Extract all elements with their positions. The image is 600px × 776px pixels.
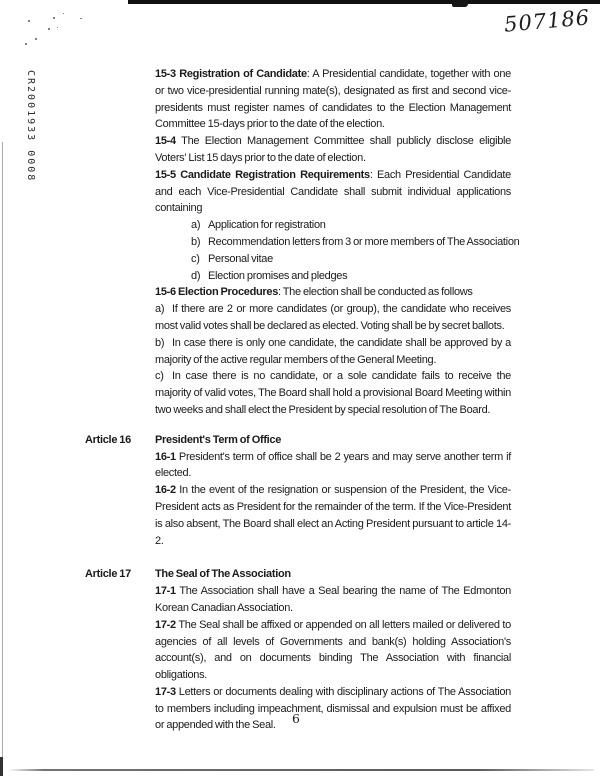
list-text: In case there is only one candidate, the candidate shall be approved by a majority of the active regular members of the General Meeting. — [155, 336, 511, 366]
requirement-item-d — [191, 268, 511, 285]
clause-number: 15-3 Registration of Candidate — [155, 68, 307, 80]
clause-text: The Seal shall be affixed or appended on all letters mailed or delivered to agencies of all levels of Governments and bank(s) holding Association's account(s), and on documents binding The Association with financial obligations. — [155, 618, 511, 682]
list-text: If there are 2 or more candidates (or group), the candidate who receives most valid votes shall be declared as elected. Voting shall be by secret ballots. — [155, 303, 511, 332]
article-17 — [85, 566, 511, 734]
scan-bottom-edge-line — [8, 769, 594, 771]
clause-number: 17-2 — [155, 618, 176, 631]
list-marker: d) — [191, 269, 201, 282]
clause-number: 17-3 — [155, 685, 176, 698]
clause-number: 15-6 Election Procedures — [155, 286, 279, 299]
list-text: Recommendation letters from 3 or more members of The Association — [208, 235, 520, 248]
article-16-heading — [85, 432, 511, 449]
clause-17-1 — [155, 583, 511, 617]
filing-code-vertical: CR2001933 0008 — [25, 70, 36, 183]
list-text: Personal vitae — [208, 252, 273, 265]
article-17-heading — [85, 566, 511, 583]
procedure-item-c — [155, 368, 511, 418]
article-label: Article 17 — [85, 568, 131, 581]
procedure-item-b — [155, 335, 511, 369]
document-body — [85, 66, 520, 734]
clause-text: : The election shall be conducted as follows — [278, 286, 473, 299]
list-marker: c) — [191, 252, 200, 265]
scan-speck — [80, 18, 82, 19]
requirement-item-c — [191, 251, 511, 268]
scan-corner-mark — [0, 757, 3, 776]
clause-number: 15-4 — [155, 135, 176, 148]
clause-15-6 — [155, 284, 511, 301]
article-16 — [85, 432, 511, 550]
clause-number: 17-1 — [155, 585, 176, 598]
scan-speck — [53, 17, 55, 19]
clause-16-2 — [155, 482, 511, 549]
requirement-item-a — [191, 217, 511, 234]
list-marker: c) — [155, 370, 164, 383]
scan-speck — [35, 38, 37, 40]
clause-15-3 — [155, 66, 511, 133]
list-marker: a) — [191, 219, 201, 232]
list-marker: a) — [155, 303, 165, 316]
clause-number: 16-1 — [155, 450, 176, 463]
clause-text: In the event of the resignation or suspension of the President, the Vice-President acts as President for the remainder of the term. If the Vice-President is also absent, The Board shall elect an Acting President pursuant to article 14-2. — [155, 484, 511, 547]
procedure-item-a — [155, 301, 511, 335]
clause-15-4 — [155, 133, 511, 167]
scan-left-edge-line — [2, 142, 3, 776]
list-text: Election promises and pledges — [208, 269, 348, 282]
scan-speck — [48, 28, 50, 30]
clause-17-3 — [155, 684, 511, 734]
clause-16-1 — [155, 449, 511, 483]
list-text: Application for registration — [208, 219, 326, 232]
scan-speck — [57, 27, 58, 28]
list-marker: b) — [155, 336, 165, 349]
clause-number: 15-5 Candidate Registration Requirements — [155, 168, 370, 181]
scan-speck — [25, 43, 27, 45]
clause-text: The Association shall have a Seal bearing the name of The Edmonton Korean Canadian Association. — [155, 585, 511, 614]
scan-speck — [63, 13, 64, 14]
clause-number: 16-2 — [155, 484, 176, 497]
clause-17-2 — [155, 617, 511, 684]
article-title: The Seal of The Association — [155, 568, 291, 581]
clause-15-5 — [155, 167, 511, 217]
article-label: Article 16 — [85, 433, 131, 446]
handwritten-doc-number: 507186 — [503, 5, 592, 37]
clause-text: The Election Management Committee shall publicly disclose eligible Voters' List 15 days prior to the date of election. — [155, 135, 511, 164]
page-number: 6 — [292, 711, 300, 726]
scan-speck — [28, 20, 30, 22]
scan-top-edge-mark — [452, 0, 468, 7]
scan-top-edge-bar — [128, 0, 600, 4]
clause-text: Letters or documents dealing with disciplinary actions of The Association to members including impeachment, dismissal and expulsion must be affixed or appended with the Seal. — [155, 685, 511, 732]
list-text: In case there is no candidate, or a sole candidate fails to receive the majority of valid votes, The Board shall hold a provisional Board Meeting within two weeks and shall elect the President by special resolution of The Board. — [155, 370, 511, 416]
requirement-item-b — [191, 234, 520, 251]
list-marker: b) — [191, 235, 201, 248]
clause-text: : Each Presidential Candidate and each Vice-Presidential Candidate shall submit individual applications containing — [155, 168, 511, 215]
clause-text: : A Presidential candidate, together with one or two vice-presidential running mate(s), designated as first and second vice-presidents must register names of candidates to the Election Management Committee 15-days prior to the date of the election. — [155, 68, 511, 131]
article-title: President's Term of Office — [155, 433, 282, 446]
clause-text: President's term of office shall be 2 years and may serve another term if elected. — [155, 450, 511, 480]
